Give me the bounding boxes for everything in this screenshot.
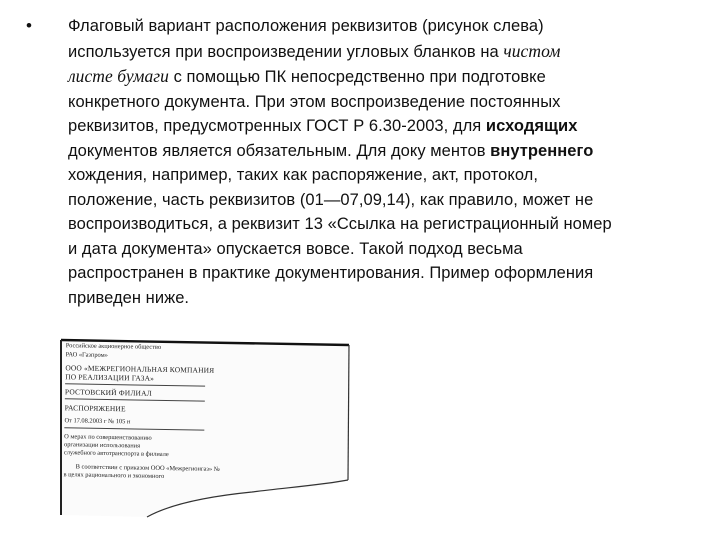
branch-name: РОСТОВСКИЙ ФИЛИАЛ [64, 387, 152, 398]
rule [65, 398, 205, 401]
doc-heading: О мерах по совершенствованию [64, 433, 152, 442]
italic-phrase: листе бумаги [68, 66, 169, 86]
doc-type: РАСПОРЯЖЕНИЕ [64, 403, 126, 414]
paragraph-line: положение, часть реквизитов (01—07,09,14), как правило, может не [68, 190, 594, 209]
bold-term: внутреннего [490, 141, 594, 160]
sample-document-scan [52, 333, 352, 518]
paragraph-line: используется при воспроизведении угловых бланков на чистом [68, 40, 561, 61]
paragraph-line: конкретного документа. При этом воспроизведение постоянных [68, 92, 561, 111]
italic-phrase: чистом [503, 40, 561, 61]
org-name-cont: ПО РЕАЛИЗАЦИИ ГАЗА» [65, 372, 155, 383]
org-parent: Российское акционерное общество [65, 342, 162, 351]
org-parent-short: РАО «Газпром» [65, 351, 108, 359]
rule [65, 383, 205, 386]
doc-date-number: От 17.08.2003 г № 105 н [64, 417, 131, 426]
doc-heading: организации использования [63, 441, 141, 450]
paragraph-line: документов является обязательным. Для доку ментов внутреннего [68, 141, 594, 160]
paragraph-line: воспроизводиться, а реквизит 13 «Ссылка на регистрационный номер [68, 215, 612, 233]
paragraph-line: листе бумаги с помощью ПК непосредственно при подготовке [68, 66, 546, 86]
bold-term: исходящих [485, 117, 578, 135]
paragraph-line: хождения, например, таких как распоряжение, акт, протокол, [68, 166, 538, 184]
doc-body: в целях рационального и экономного [63, 471, 165, 480]
scan-content [52, 333, 352, 518]
doc-body: В соответствии с приказом ООО «Межрегионгаз» № [75, 463, 220, 473]
bullet-dot: • [26, 16, 32, 35]
bullet-paragraph [68, 14, 688, 310]
paragraph-line: Флаговый вариант расположения реквизитов (рисунок слева) [68, 17, 544, 35]
paragraph-line: реквизитов, предусмотренных ГОСТ Р 6.30-2003, для исходящих [68, 117, 578, 135]
paragraph-line: приведен ниже. [68, 288, 190, 307]
paragraph-line: и дата документа» опускается вовсе. Такой подход весьма [68, 239, 523, 258]
paragraph-line: распространен в практике документирования. Пример оформления [68, 264, 594, 282]
org-name: ООО «МЕЖРЕГИОНАЛЬНАЯ КОМПАНИЯ [65, 363, 215, 375]
rule [64, 427, 204, 430]
doc-heading: служебного автотранспорта в филиале [63, 449, 169, 459]
